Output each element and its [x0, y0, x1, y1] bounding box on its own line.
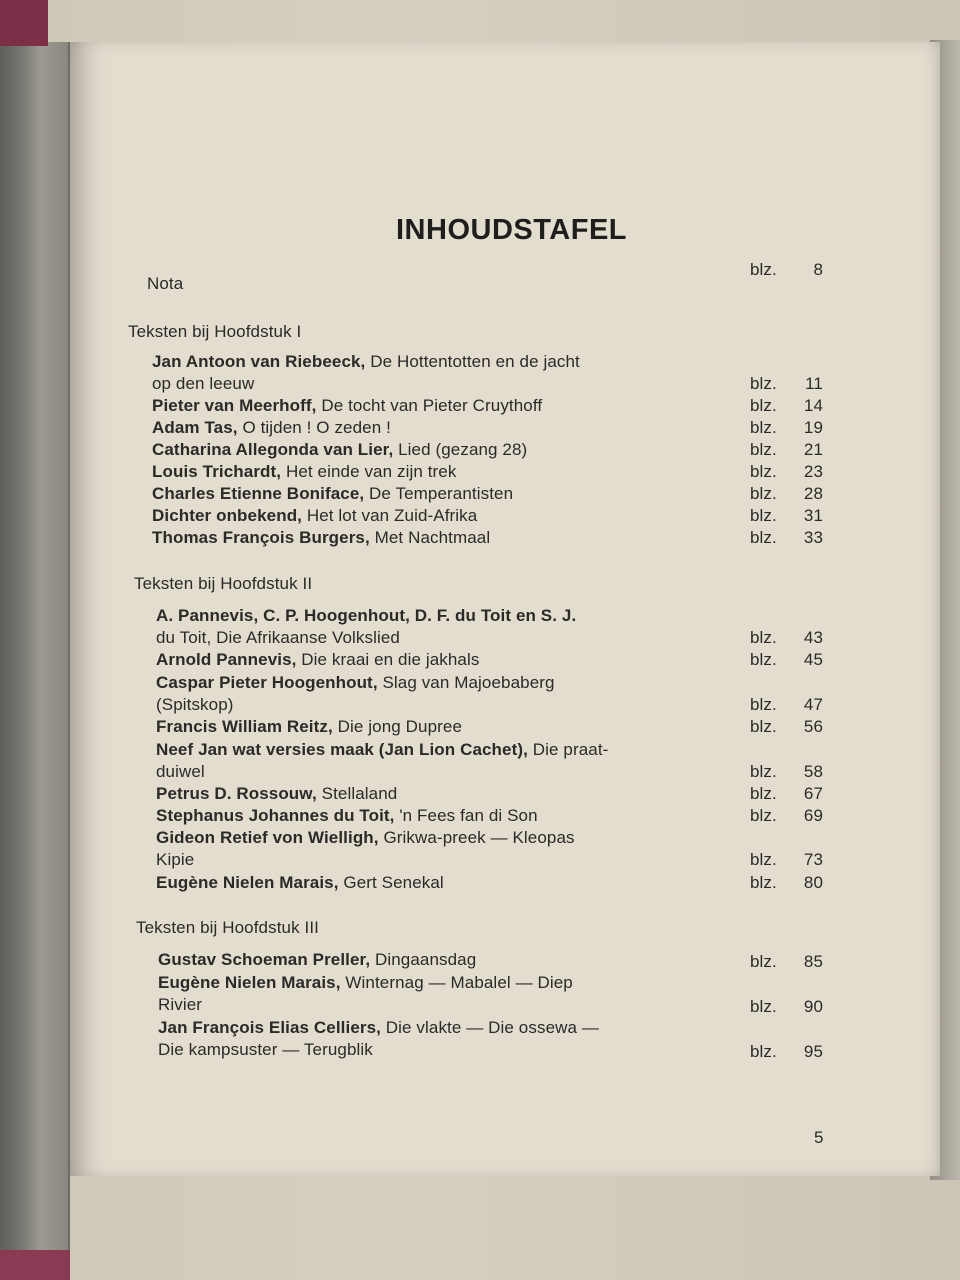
- page-title: INHOUDSTAFEL: [396, 214, 628, 246]
- nota-row: [70, 260, 940, 280]
- book-spine: [0, 42, 70, 1280]
- toc-entry: Catharina Allegonda van Lier, Lied (gezang 28): [152, 440, 528, 459]
- binding-corner-top: [0, 0, 48, 46]
- toc-entry: Stephanus Johannes du Toit, 'n Fees fan di Son: [156, 806, 538, 825]
- toc-entry: Dichter onbekend, Het lot van Zuid-Afrika: [152, 506, 478, 525]
- toc-entry-cont: (Spitskop): [156, 695, 234, 714]
- toc-entry-cont: Kipie: [156, 850, 195, 869]
- toc-entry: Neef Jan wat versies maak (Jan Lion Cachet), Die praat-: [156, 740, 609, 759]
- book-page: INHOUDSTAFEL Nota blz. 8 Teksten bij Hoofdstuk I Jan Antoon van Riebeeck, De Hottentotten en de jacht op den leeuw blz. 11 Pieter van Meerhoff, De tocht van Pieter Cruythoff blz. 14 Adam Tas, O tijden ! O zeden ! blz. 19 Catharina Allegonda van Lier, Lied (gezang 28) blz. 21 Louis Trichardt, Het einde van zijn trek blz. 23 Charles Etienne Boniface, De Temperantisten blz. 28 Dichter onbekend, Het lot van Zuid-Afrika blz. 31 Thomas François Burgers, Met Nachtmaal blz. 33 Teksten bij Hoofdstuk II A. Pannevis, C. P. Hoogenhout, D. F. du Toit en S. J. du Toit, Die Afrikaanse Volkslied blz. 43 Arnold Pannevis, Die kraai en die jakhals blz. 45 Caspar Pieter Hoogenhout, Slag van Majoebaberg (Spitskop) blz. 47 Francis William Reitz, Die jong Dupree blz. 56 Neef Jan wat versies maak (Jan Lion Cachet), Die praat- duiwel blz. 58 Petrus D. Rossouw, Stellaland blz. 67 Stephanus Johannes du Toit, 'n Fees fan di Son blz. 69 Gideon Retief von Wielligh, Grikwa-preek — Kleopas Kipie blz. 73 Eugène Nielen Marais, Gert Senekal blz. 80 Teksten bij Hoofdstuk III Gustav Schoeman Preller, Dingaansdag blz. 85 Eugène Nielen Marais, Winternag — Mabalel — Diep Rivier blz. 90 Jan François Elias Celliers, Die vlakte — Die ossewa — Die kampsuster — Terugblik blz. 95 5: [70, 42, 940, 1176]
- toc-entry: Charles Etienne Boniface, De Temperantisten: [152, 484, 514, 503]
- toc-entry: Arnold Pannevis, Die kraai en die jakhals: [156, 650, 480, 669]
- toc-entry: A. Pannevis, C. P. Hoogenhout, D. F. du Toit en S. J.: [156, 606, 577, 625]
- toc-entry: Pieter van Meerhoff, De tocht van Pieter Cruythoff: [152, 396, 543, 415]
- toc-entry-cont: du Toit, Die Afrikaanse Volkslied: [156, 628, 400, 647]
- toc-entry: Thomas François Burgers, Met Nachtmaal: [152, 528, 491, 547]
- toc-entry: Caspar Pieter Hoogenhout, Slag van Majoebaberg: [156, 673, 555, 692]
- blz-label: blz.: [750, 260, 777, 279]
- nota-label: Nota: [147, 274, 184, 293]
- toc-entry: Francis William Reitz, Die jong Dupree: [156, 717, 463, 736]
- toc-entry: Louis Trichardt, Het einde van zijn trek: [152, 462, 457, 481]
- toc-entry-cont: Rivier: [158, 995, 203, 1014]
- toc-entry: Eugène Nielen Marais, Gert Senekal: [156, 873, 444, 892]
- toc-entry-cont: duiwel: [156, 762, 205, 781]
- toc-entry: Gideon Retief von Wielligh, Grikwa-preek — Kleopas: [156, 828, 575, 847]
- section-heading: Teksten bij Hoofdstuk III: [136, 918, 319, 937]
- toc-entry: Jan François Elias Celliers, Die vlakte — Die ossewa —: [158, 1018, 599, 1037]
- page-number: 8: [813, 260, 823, 279]
- toc-entry-cont: op den leeuw: [152, 374, 255, 393]
- toc-entry: Adam Tas, O tijden ! O zeden !: [152, 418, 391, 437]
- toc-entry-cont: Die kampsuster — Terugblik: [158, 1040, 373, 1059]
- binding-corner-bottom: [0, 1250, 70, 1280]
- toc-entry: Gustav Schoeman Preller, Dingaansdag: [158, 950, 477, 969]
- page-number-folio: 5: [814, 1128, 824, 1147]
- toc-entry: Petrus D. Rossouw, Stellaland: [156, 784, 398, 803]
- section-heading: Teksten bij Hoofdstuk I: [128, 322, 302, 341]
- section-heading: Teksten bij Hoofdstuk II: [134, 574, 313, 593]
- toc-entry: Eugène Nielen Marais, Winternag — Mabalel — Diep: [158, 973, 573, 992]
- toc-entry: Jan Antoon van Riebeeck, De Hottentotten en de jacht: [152, 352, 580, 371]
